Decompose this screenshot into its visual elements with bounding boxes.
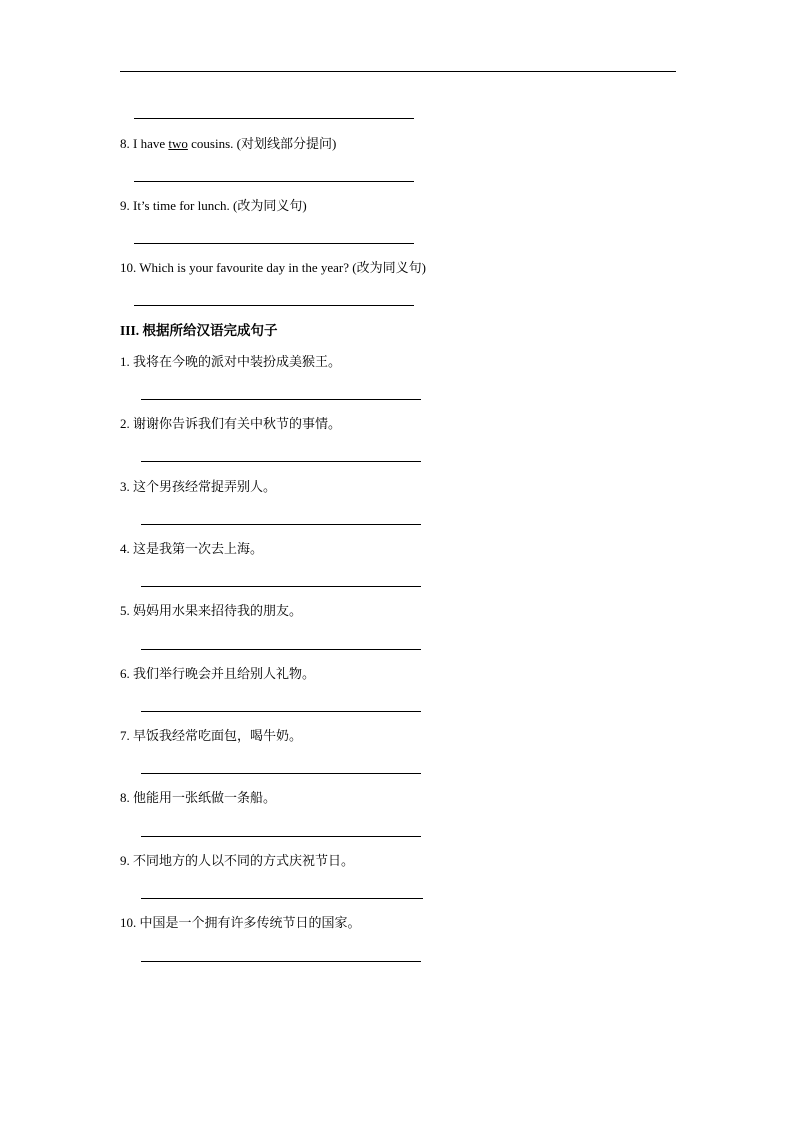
question-text: It’s time for lunch. (改为同义句) bbox=[133, 198, 307, 213]
question-10 bbox=[120, 260, 426, 276]
question-number: 8. bbox=[120, 136, 130, 151]
answer-line-7[interactable] bbox=[141, 773, 421, 774]
answer-line-10[interactable] bbox=[141, 961, 421, 962]
question-text: Which is your favourite day in the year? (改为同义句) bbox=[139, 260, 426, 275]
translation-item-9 bbox=[120, 853, 354, 869]
translation-item-10 bbox=[120, 915, 361, 931]
item-text: 中国是一个拥有许多传统节日的国家。 bbox=[139, 915, 361, 930]
answer-line-5[interactable] bbox=[141, 649, 421, 650]
translation-item-4 bbox=[120, 541, 263, 557]
item-text: 这是我第一次去上海。 bbox=[133, 541, 264, 556]
translation-item-3 bbox=[120, 479, 276, 495]
answer-line-q10[interactable] bbox=[134, 305, 414, 306]
answer-line-4[interactable] bbox=[141, 586, 421, 587]
answer-line-8[interactable] bbox=[141, 836, 421, 837]
underlined-word: two bbox=[168, 136, 188, 151]
section-heading: III. 根据所给汉语完成句子 bbox=[120, 323, 278, 338]
item-text: 我们举行晚会并且给别人礼物。 bbox=[133, 666, 316, 681]
item-number: 6. bbox=[120, 666, 130, 681]
header-rule bbox=[120, 71, 676, 72]
item-text: 谢谢你告诉我们有关中秋节的事情。 bbox=[133, 416, 342, 431]
item-number: 1. bbox=[120, 354, 130, 369]
item-number: 10. bbox=[120, 915, 137, 930]
item-number: 8. bbox=[120, 790, 130, 805]
question-number: 10. bbox=[120, 260, 137, 275]
answer-line-2[interactable] bbox=[141, 461, 421, 462]
item-text: 这个男孩经常捉弄别人。 bbox=[133, 479, 277, 494]
item-number: 3. bbox=[120, 479, 130, 494]
item-text: 他能用一张纸做一条船。 bbox=[133, 790, 277, 805]
question-text-before: I have bbox=[133, 136, 166, 151]
question-number: 9. bbox=[120, 198, 130, 213]
answer-line-q7[interactable] bbox=[134, 118, 414, 119]
translation-item-7 bbox=[120, 728, 302, 744]
item-text: 早饭我经常吃面包，喝牛奶。 bbox=[133, 728, 303, 743]
answer-line-q8[interactable] bbox=[134, 181, 414, 182]
question-9 bbox=[120, 198, 307, 214]
translation-item-8 bbox=[120, 790, 276, 806]
answer-line-6[interactable] bbox=[141, 711, 421, 712]
item-text: 我将在今晚的派对中装扮成美猴王。 bbox=[133, 354, 342, 369]
translation-item-5 bbox=[120, 603, 302, 619]
translation-item-2 bbox=[120, 416, 341, 432]
item-text: 妈妈用水果来招待我的朋友。 bbox=[133, 603, 303, 618]
answer-line-9[interactable] bbox=[141, 898, 423, 899]
answer-line-3[interactable] bbox=[141, 524, 421, 525]
item-text: 不同地方的人以不同的方式庆祝节日。 bbox=[133, 853, 355, 868]
item-number: 4. bbox=[120, 541, 130, 556]
item-number: 2. bbox=[120, 416, 130, 431]
item-number: 5. bbox=[120, 603, 130, 618]
translation-item-1 bbox=[120, 354, 341, 370]
question-8 bbox=[120, 136, 336, 152]
item-number: 7. bbox=[120, 728, 130, 743]
translation-item-6 bbox=[120, 666, 315, 682]
answer-line-q9[interactable] bbox=[134, 243, 414, 244]
answer-line-1[interactable] bbox=[141, 399, 421, 400]
item-number: 9. bbox=[120, 853, 130, 868]
question-text-after: cousins. (对划线部分提问) bbox=[191, 136, 337, 151]
